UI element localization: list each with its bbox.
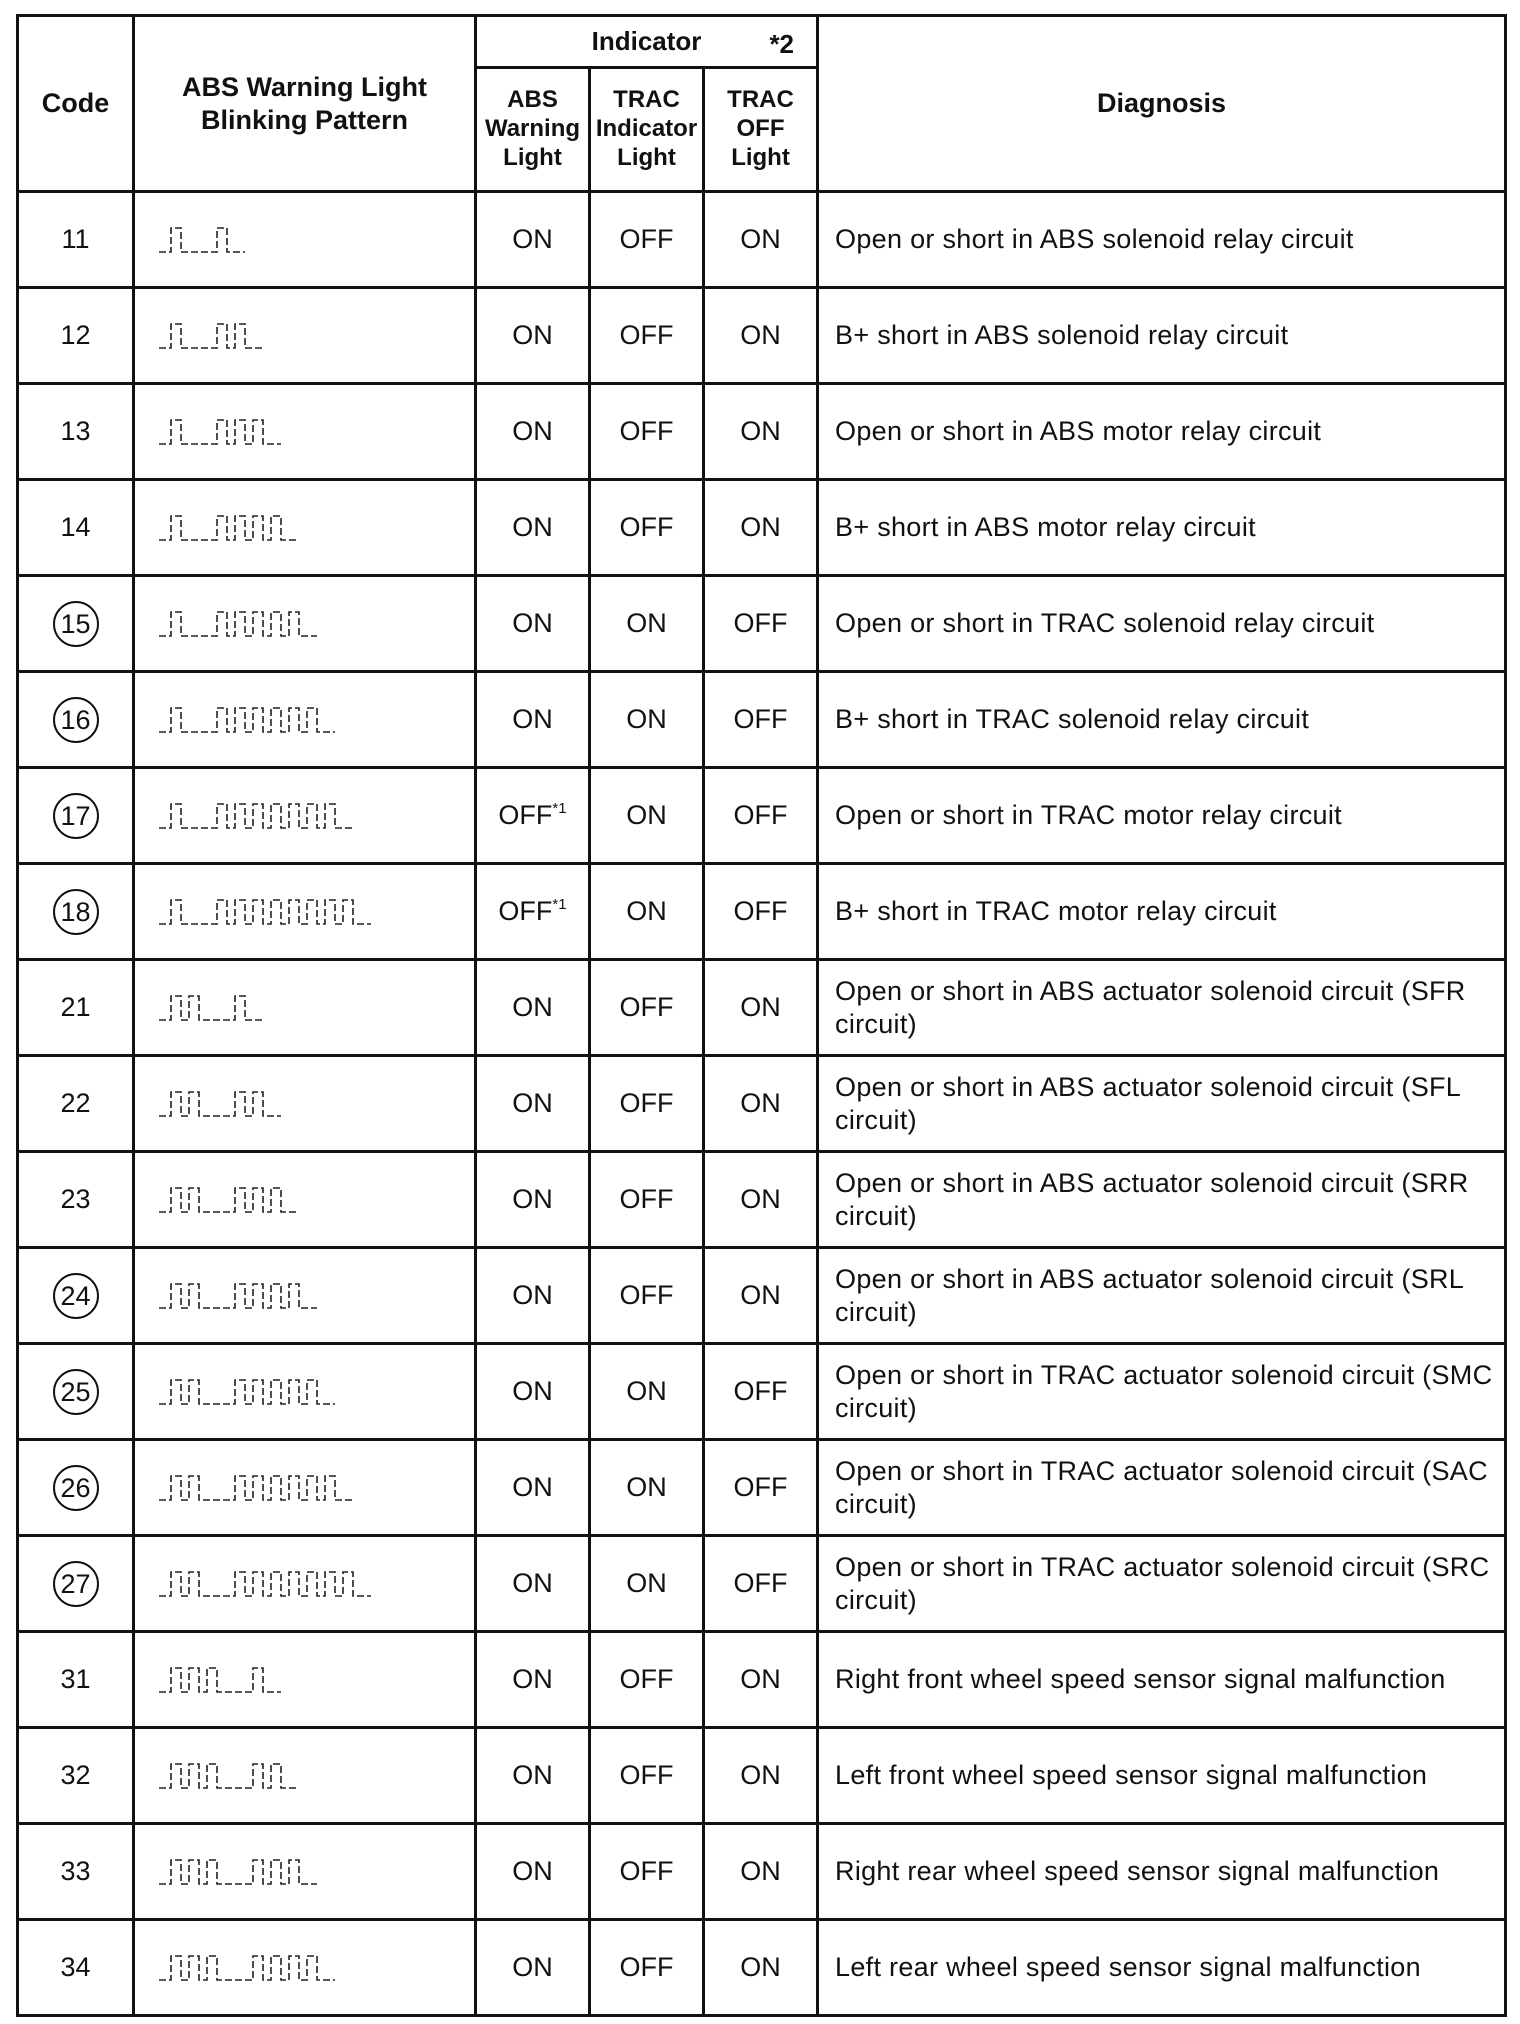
abs-warning-light-cell	[476, 864, 590, 960]
blink-pattern-graphic	[157, 892, 457, 932]
blinking-pattern-cell	[134, 384, 476, 480]
blinking-pattern-cell	[134, 1248, 476, 1344]
abs-warning-light-cell	[476, 576, 590, 672]
abs-warning-light-cell	[476, 1536, 590, 1632]
abs-warning-light-cell	[476, 1152, 590, 1248]
code-cell	[18, 864, 134, 960]
blink-waveform	[159, 228, 245, 252]
blinking-pattern-cell	[134, 768, 476, 864]
trac-off-light-value: ON	[704, 1824, 818, 1920]
blink-pattern-graphic	[157, 1276, 457, 1316]
trac-indicator-light-value: OFF	[590, 384, 704, 480]
header-trac-off-light: TRAC OFF Light	[704, 68, 818, 192]
abs-warning-light-cell	[476, 1056, 590, 1152]
trac-indicator-light-value: ON	[590, 1344, 704, 1440]
table-row	[18, 768, 1506, 864]
blink-waveform	[159, 1668, 281, 1692]
table-row	[18, 1728, 1506, 1824]
blink-pattern-graphic	[157, 1756, 457, 1796]
code-cell	[18, 288, 134, 384]
diagnosis-text: B+ short in TRAC motor relay circuit	[818, 864, 1506, 960]
diagnosis-text: Open or short in ABS motor relay circuit	[818, 384, 1506, 480]
blink-waveform	[159, 1188, 299, 1212]
trac-off-light-value: OFF	[704, 768, 818, 864]
table-row	[18, 672, 1506, 768]
trac-indicator-light-value: OFF	[590, 192, 704, 288]
blink-waveform	[159, 324, 263, 348]
diagnosis-text: Open or short in ABS actuator solenoid circuit (SRR circuit)	[818, 1152, 1506, 1248]
trac-indicator-light-value: OFF	[590, 1920, 704, 2016]
trac-indicator-light-value: OFF	[590, 1632, 704, 1728]
code-cell	[18, 480, 134, 576]
code-value: 12	[60, 320, 91, 350]
header-trac-indicator-light: TRAC Indicator Light	[590, 68, 704, 192]
trac-off-light-value: ON	[704, 1056, 818, 1152]
diagnosis-text: Open or short in TRAC actuator solenoid circuit (SAC circuit)	[818, 1440, 1506, 1536]
blink-pattern-graphic	[157, 700, 457, 740]
abs-warning-light-value: ON	[512, 1280, 553, 1310]
code-value: 23	[60, 1184, 91, 1214]
abs-warning-light-value: ON	[512, 992, 553, 1022]
trac-off-light-value: OFF	[704, 1440, 818, 1536]
code-cell	[18, 1632, 134, 1728]
abs-warning-light-value: OFF	[498, 896, 553, 926]
blink-waveform	[159, 804, 353, 828]
code-cell	[18, 1056, 134, 1152]
table-row	[18, 1056, 1506, 1152]
blink-pattern-graphic	[157, 1372, 457, 1412]
blinking-pattern-cell	[134, 1440, 476, 1536]
code-cell	[18, 1440, 134, 1536]
circled-code: 24	[53, 1273, 99, 1319]
trac-indicator-light-value: ON	[590, 576, 704, 672]
trac-off-light-value: ON	[704, 288, 818, 384]
blink-waveform	[159, 1764, 299, 1788]
abs-warning-light-value: ON	[512, 1952, 553, 1982]
abs-warning-light-cell	[476, 480, 590, 576]
abs-warning-light-value: ON	[512, 224, 553, 254]
circled-code: 16	[53, 697, 99, 743]
blink-waveform	[159, 612, 317, 636]
abs-warning-light-value: ON	[512, 1088, 553, 1118]
header-indicator	[476, 16, 818, 68]
diagnosis-text: Open or short in TRAC actuator solenoid circuit (SRC circuit)	[818, 1536, 1506, 1632]
circled-code: 17	[53, 793, 99, 839]
table-row	[18, 1824, 1506, 1920]
abs-warning-light-cell	[476, 288, 590, 384]
header-blinking-pattern: ABS Warning Light Blinking Pattern	[134, 16, 476, 192]
diagnosis-text: Open or short in TRAC actuator solenoid circuit (SMC circuit)	[818, 1344, 1506, 1440]
blink-pattern-graphic	[157, 1660, 457, 1700]
diagnosis-text: Open or short in TRAC motor relay circuit	[818, 768, 1506, 864]
code-cell	[18, 384, 134, 480]
trac-off-light-value: ON	[704, 1632, 818, 1728]
circled-code: 18	[53, 889, 99, 935]
trac-off-light-value: ON	[704, 1152, 818, 1248]
code-value: 32	[60, 1760, 91, 1790]
blink-pattern-graphic	[157, 796, 457, 836]
abs-footnote-mark: *1	[552, 896, 567, 913]
blink-pattern-graphic	[157, 988, 457, 1028]
abs-warning-light-cell	[476, 672, 590, 768]
blinking-pattern-cell	[134, 1632, 476, 1728]
trac-off-light-value: ON	[704, 1728, 818, 1824]
blinking-pattern-cell	[134, 1152, 476, 1248]
blinking-pattern-cell	[134, 1536, 476, 1632]
trac-indicator-light-value: ON	[590, 1536, 704, 1632]
diagnostic-code-table	[16, 14, 1507, 2017]
trac-indicator-light-value: ON	[590, 768, 704, 864]
blinking-pattern-cell	[134, 1728, 476, 1824]
abs-warning-light-cell	[476, 1248, 590, 1344]
diagnosis-text: Right rear wheel speed sensor signal malfunction	[818, 1824, 1506, 1920]
code-cell	[18, 768, 134, 864]
code-cell	[18, 1344, 134, 1440]
abs-warning-light-value: ON	[512, 608, 553, 638]
blink-waveform	[159, 1092, 281, 1116]
abs-warning-light-cell	[476, 768, 590, 864]
blink-waveform	[159, 996, 263, 1020]
blink-pattern-graphic	[157, 1948, 457, 1988]
table-row	[18, 864, 1506, 960]
abs-warning-light-cell	[476, 1344, 590, 1440]
header-diagnosis: Diagnosis	[818, 16, 1506, 192]
trac-indicator-light-value: OFF	[590, 1728, 704, 1824]
abs-warning-light-value: OFF	[498, 800, 553, 830]
diagnosis-text: B+ short in ABS solenoid relay circuit	[818, 288, 1506, 384]
trac-off-light-value: ON	[704, 960, 818, 1056]
code-cell	[18, 1248, 134, 1344]
blinking-pattern-cell	[134, 960, 476, 1056]
abs-warning-light-cell	[476, 1920, 590, 2016]
diagnosis-text: B+ short in TRAC solenoid relay circuit	[818, 672, 1506, 768]
blinking-pattern-cell	[134, 288, 476, 384]
blinking-pattern-cell	[134, 1056, 476, 1152]
code-cell	[18, 1920, 134, 2016]
abs-warning-light-cell	[476, 192, 590, 288]
code-cell	[18, 192, 134, 288]
abs-warning-light-value: ON	[512, 416, 553, 446]
blink-pattern-graphic	[157, 412, 457, 452]
diagnosis-text: Left front wheel speed sensor signal malfunction	[818, 1728, 1506, 1824]
trac-off-light-value: ON	[704, 1248, 818, 1344]
table-row	[18, 1344, 1506, 1440]
blink-pattern-graphic	[157, 1852, 457, 1892]
diagnosis-text: Left rear wheel speed sensor signal malfunction	[818, 1920, 1506, 2016]
trac-indicator-light-value: OFF	[590, 1056, 704, 1152]
trac-indicator-light-value: ON	[590, 864, 704, 960]
table-row	[18, 1440, 1506, 1536]
abs-footnote-mark: *1	[552, 800, 567, 817]
blink-waveform	[159, 516, 299, 540]
blink-pattern-graphic	[157, 220, 457, 260]
trac-off-light-value: ON	[704, 192, 818, 288]
code-value: 22	[60, 1088, 91, 1118]
trac-indicator-light-value: ON	[590, 672, 704, 768]
diagnosis-text: B+ short in ABS motor relay circuit	[818, 480, 1506, 576]
blink-pattern-graphic	[157, 1180, 457, 1220]
header-indicator-label: Indicator	[591, 25, 702, 56]
diagnosis-text: Open or short in ABS actuator solenoid circuit (SFL circuit)	[818, 1056, 1506, 1152]
abs-warning-light-value: ON	[512, 1568, 553, 1598]
trac-indicator-light-value: OFF	[590, 1824, 704, 1920]
blinking-pattern-cell	[134, 192, 476, 288]
abs-warning-light-value: ON	[512, 512, 553, 542]
abs-warning-light-value: ON	[512, 320, 553, 350]
header-indicator-note: *2	[769, 29, 795, 59]
abs-warning-light-value: ON	[512, 704, 553, 734]
blink-pattern-graphic	[157, 316, 457, 356]
blink-waveform	[159, 1860, 317, 1884]
blink-waveform	[159, 1476, 353, 1500]
blink-waveform	[159, 900, 371, 924]
table-row	[18, 1920, 1506, 2016]
circled-code: 25	[53, 1369, 99, 1415]
code-value: 34	[60, 1952, 91, 1982]
blink-waveform	[159, 708, 335, 732]
code-cell	[18, 1728, 134, 1824]
table-row	[18, 576, 1506, 672]
blinking-pattern-cell	[134, 1920, 476, 2016]
blink-waveform	[159, 1572, 371, 1596]
trac-off-light-value: OFF	[704, 1536, 818, 1632]
blinking-pattern-cell	[134, 576, 476, 672]
trac-off-light-value: ON	[704, 1920, 818, 2016]
abs-warning-light-cell	[476, 1440, 590, 1536]
header-code: Code	[18, 16, 134, 192]
code-value: 14	[60, 512, 91, 542]
diagnosis-text: Open or short in TRAC solenoid relay circuit	[818, 576, 1506, 672]
code-value: 21	[60, 992, 91, 1022]
diagnosis-text: Open or short in ABS solenoid relay circuit	[818, 192, 1506, 288]
code-value: 33	[60, 1856, 91, 1886]
blink-pattern-graphic	[157, 604, 457, 644]
circled-code: 26	[53, 1465, 99, 1511]
blink-pattern-graphic	[157, 1084, 457, 1124]
blinking-pattern-cell	[134, 672, 476, 768]
abs-warning-light-cell	[476, 960, 590, 1056]
table-row	[18, 1632, 1506, 1728]
blinking-pattern-cell	[134, 1824, 476, 1920]
abs-warning-light-cell	[476, 384, 590, 480]
trac-off-light-value: OFF	[704, 1344, 818, 1440]
blinking-pattern-cell	[134, 480, 476, 576]
diagnosis-text: Right front wheel speed sensor signal malfunction	[818, 1632, 1506, 1728]
code-cell	[18, 960, 134, 1056]
trac-indicator-light-value: OFF	[590, 480, 704, 576]
table-row	[18, 1248, 1506, 1344]
blink-pattern-graphic	[157, 508, 457, 548]
blinking-pattern-cell	[134, 864, 476, 960]
blink-pattern-graphic	[157, 1468, 457, 1508]
blinking-pattern-cell	[134, 1344, 476, 1440]
blink-waveform	[159, 420, 281, 444]
circled-code: 15	[53, 601, 99, 647]
blink-waveform	[159, 1956, 335, 1980]
diagnosis-text: Open or short in ABS actuator solenoid circuit (SFR circuit)	[818, 960, 1506, 1056]
code-value: 13	[60, 416, 91, 446]
table-row	[18, 480, 1506, 576]
table-row	[18, 384, 1506, 480]
trac-off-light-value: OFF	[704, 672, 818, 768]
table-row	[18, 1536, 1506, 1632]
blink-waveform	[159, 1380, 335, 1404]
abs-warning-light-cell	[476, 1824, 590, 1920]
code-cell	[18, 1536, 134, 1632]
trac-off-light-value: ON	[704, 480, 818, 576]
code-cell	[18, 1152, 134, 1248]
table-row	[18, 1152, 1506, 1248]
code-cell	[18, 672, 134, 768]
trac-off-light-value: OFF	[704, 864, 818, 960]
abs-warning-light-cell	[476, 1728, 590, 1824]
blink-waveform	[159, 1284, 317, 1308]
trac-indicator-light-value: OFF	[590, 960, 704, 1056]
table-row	[18, 288, 1506, 384]
code-cell	[18, 576, 134, 672]
blink-pattern-graphic	[157, 1564, 457, 1604]
trac-indicator-light-value: OFF	[590, 1152, 704, 1248]
abs-warning-light-cell	[476, 1632, 590, 1728]
code-cell	[18, 1824, 134, 1920]
diagnosis-text: Open or short in ABS actuator solenoid circuit (SRL circuit)	[818, 1248, 1506, 1344]
trac-off-light-value: ON	[704, 384, 818, 480]
table-row	[18, 192, 1506, 288]
abs-warning-light-value: ON	[512, 1184, 553, 1214]
abs-warning-light-value: ON	[512, 1760, 553, 1790]
table-row	[18, 960, 1506, 1056]
abs-warning-light-value: ON	[512, 1664, 553, 1694]
code-value: 11	[61, 224, 90, 254]
code-value: 31	[60, 1664, 91, 1694]
circled-code: 27	[53, 1561, 99, 1607]
trac-off-light-value: OFF	[704, 576, 818, 672]
abs-warning-light-value: ON	[512, 1472, 553, 1502]
trac-indicator-light-value: ON	[590, 1440, 704, 1536]
abs-warning-light-value: ON	[512, 1856, 553, 1886]
trac-indicator-light-value: OFF	[590, 288, 704, 384]
header-abs-warning-light: ABS Warning Light	[476, 68, 590, 192]
trac-indicator-light-value: OFF	[590, 1248, 704, 1344]
abs-warning-light-value: ON	[512, 1376, 553, 1406]
